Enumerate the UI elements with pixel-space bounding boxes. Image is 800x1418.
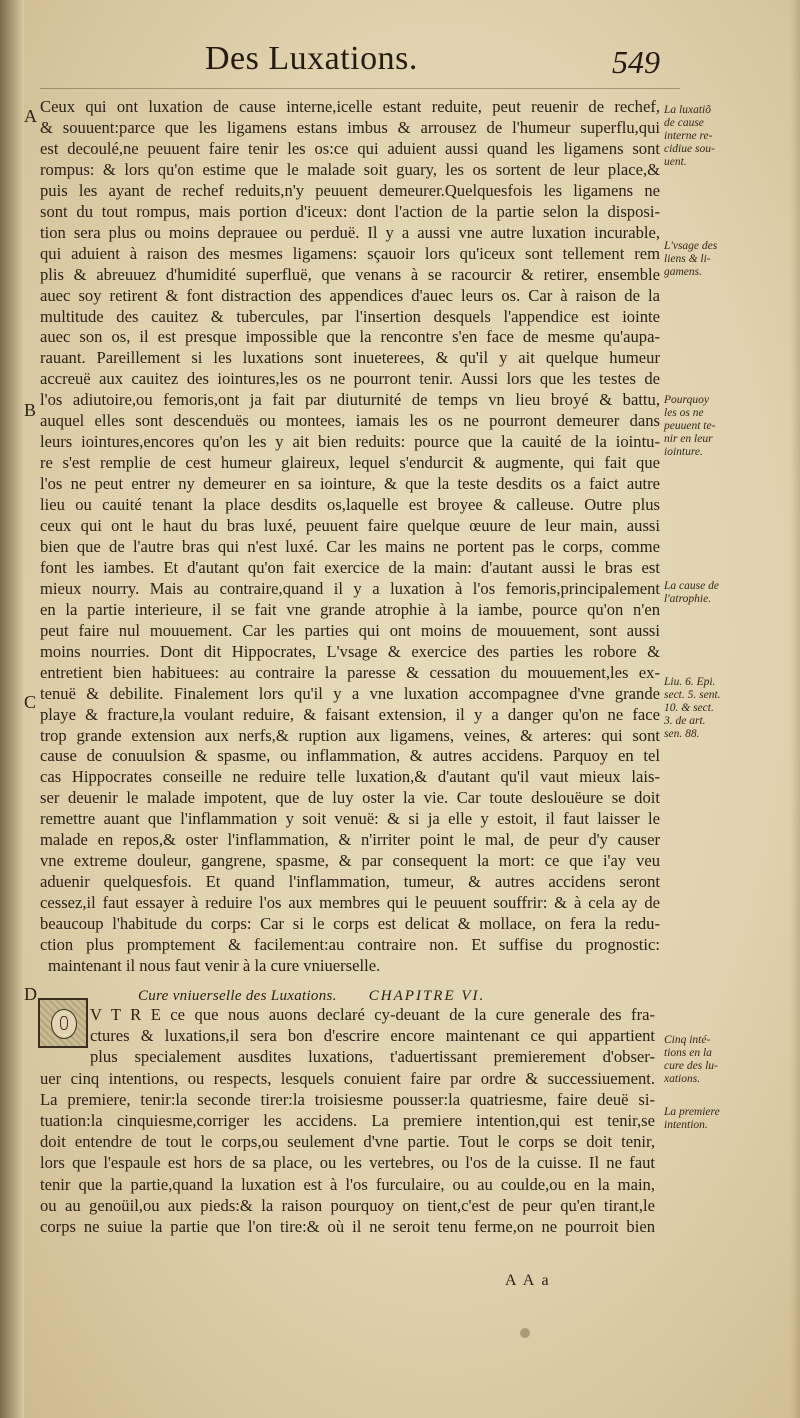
marginal-note-line: liens & li- (664, 253, 711, 265)
marginal-note-line: uent. (664, 156, 687, 168)
text-line: lieu ou cauité tenant la place desdits os,laquelle est broyee & calleuse. Outre plus (40, 495, 660, 515)
marginal-note (664, 240, 774, 279)
chapter-label: CHAPITRE VI. (368, 988, 486, 1004)
marginal-note-line: iointure. (664, 446, 703, 458)
section-marker-b: B (24, 400, 37, 420)
text-line: ser deuenir le malade impotent, que de luy oster la vie. Car toute deslouëure se doit (40, 788, 660, 808)
text-line: l'os adiutoire,ou femoris,ont ja fait par diuturnité de temps vn lieu broyé & battu, (40, 390, 660, 410)
marginal-note (664, 1106, 774, 1132)
text-line: & souuent:parce que les ligamens estans imbus & arrousez de l'humeur superflu,qui (40, 117, 660, 137)
chapter-text-line: lors que l'espaule est hors de sa place, ou les vertebres, ou l'os de la cuisse. Il ne faut (40, 1153, 655, 1173)
text-line: maintenant il nous faut venir à la cure vniuerselle. (48, 955, 381, 975)
chapter-heading (138, 988, 485, 1005)
binding-gutter (0, 0, 24, 1418)
text-line: rauant. Pareillement si les luxations sont inueterees, & qu'il y ait quelque humeur (40, 348, 660, 368)
text-line: cessez,il faut essayer à reduire l'os aux membres qui le peuuent souffrir: & à cela ay de (40, 893, 660, 913)
ink-stain (520, 1328, 530, 1338)
marginal-note (664, 580, 774, 606)
text-line: plis & abreuuez d'humidité superfluë, que venans à se racourcir & retirer, ensemble (40, 264, 660, 284)
section-marker-a: A (24, 106, 37, 126)
text-line: auec soy retirent & font distraction des appendices d'auec leurs os. Car à raison de la (40, 285, 660, 305)
text-line: ceux qui ont le haut du bras luxé, peuuent faire quelque œuure de leur main, aussi (40, 516, 660, 535)
marginal-note (664, 104, 774, 169)
marginal-note-line: de cause (664, 117, 704, 129)
text-line: peut faire nul mouuement. Car les parties qui ont moins de mouuement, sont aussi (40, 620, 660, 640)
marginal-note (664, 1034, 774, 1086)
running-title: Des Luxations. (205, 40, 418, 77)
text-line: bien que de l'autre bras qui n'est luxé. Car les mains ne portent pas le corps, comme (40, 536, 660, 556)
text-line: tion sera plus ou moins deprauee ou perduë. Il y a aussi vne autre luxation incurable, (40, 222, 660, 242)
marginal-note-line: Cinq inté- (664, 1034, 711, 1046)
marginal-note-line: l'atrophie. (664, 593, 712, 605)
text-line: tenuë & debilite. Finalement lors qu'il y a vne luxation accompagnee d'vne grande (40, 683, 660, 703)
text-line: trop grande extension aux nerfs,& ruption aux ligamens, veines, & arteres: qui sont (40, 725, 660, 745)
chapter-text-line: ctures & luxations,il sera bon d'escrire encore maintenant ce qui appartient (90, 1026, 655, 1046)
marginal-note-line: tions en la (664, 1047, 712, 1059)
text-line: playe & fracture,la voulant reduire, & faisant extension, il y a danger qu'on ne face (40, 704, 660, 724)
marginal-note-line: La luxatiõ (664, 104, 711, 116)
marginal-note-line: sen. 88. (664, 728, 700, 740)
text-line: cas Hippocrates conseille ne reduire telle luxation,& d'autant qu'il vaut mieux lais- (40, 767, 660, 787)
text-line: beaucoup l'habitude du corps: Car si le corps est delicat & mollace, on fera la redu- (40, 914, 660, 934)
text-line: auquel elles sont descenduës ou montees, iamais les os ne pourront demeurer dans (40, 411, 660, 431)
marginal-note-line: les os ne (664, 407, 704, 419)
text-line: font les iambes. Et d'autant qu'on fait exercice de la main: d'autant aussi le bras est (40, 557, 660, 577)
text-line: moins nourries. Dont dit Hippocrates, L'vsage & exercice des parties les robore & (40, 641, 660, 661)
marginal-note (664, 394, 774, 459)
marginal-note-line: La premiere (664, 1106, 720, 1118)
text-line: entretient bien habituees: au contraire la paresse & cessation du mouuement,les ex- (40, 662, 660, 682)
text-line: vne extreme douleur, gangrene, spasme, & par consequent la mort: ce que i'ay veu (40, 851, 660, 871)
text-line: leurs iointures,encores qu'on les y ait bien reduits: pource que la cauité de la iointu- (40, 432, 660, 452)
page-edge-shadow (790, 0, 800, 1418)
page-number: 549 (612, 44, 660, 80)
marginal-note-line: L'vsage des (664, 240, 718, 252)
text-line: Ceux qui ont luxation de cause interne,icelle estant reduite, peut reuenir de rechef, (40, 97, 660, 116)
chapter-text-line: La premiere, tenir:la seconde tirer:la troisiesme pousser:la quatriesme, faire deuë si- (40, 1089, 655, 1109)
marginal-note-line: cidiue sou- (664, 143, 715, 155)
text-line: auec son os, il est presque impossible que la rencontre s'en face de mesme qu'aupa- (40, 327, 660, 347)
marginal-note-line: Liu. 6. Epi. (664, 676, 716, 688)
marginal-note-line: peuuent te- (664, 420, 716, 432)
marginal-note-line: interne re- (664, 130, 713, 142)
marginal-note-line: intention. (664, 1119, 708, 1131)
section-marker-d: D (24, 984, 37, 1004)
text-line: accreuë aux cauitez des iointures,les os ne pourront tenir. Aussi lors que les testes de (40, 369, 660, 389)
chapter-text-line: tuation:la cinquiesme,corriger les accidens. La premiere intention,qui est tenir,se (40, 1111, 655, 1130)
text-line: qui aduient à raison des mesmes ligamens: sçauoir lors qu'iceux sont tellement rem (40, 243, 660, 263)
marginal-note-line: Pourquoy (664, 394, 709, 406)
chapter-title: Cure vniuerselle des Luxations. (138, 988, 337, 1004)
marginal-note-line: 3. de art. (664, 715, 706, 727)
marginal-note-line: nir en leur (664, 433, 713, 445)
text-line: cause de conuulsion & spasme, ou inflammation, & autres accidens. Parquoy en tel (40, 746, 660, 766)
text-line: malade en repos,& oster l'inflammation, & n'irriter point le mal, de peur d'y causer (40, 830, 660, 850)
text-line: l'os ne peut entrer ny demeurer en sa iointure, & que la teste desdits os a faict autre (40, 474, 660, 494)
chapter-text-line: doit entendre de tout le corps,ou seulement d'vne partie. Tout le corps se doit tenir, (40, 1132, 655, 1152)
chapter-text-line: plus specialement ausdites luxations, t'aduertissant premierement d'obser- (90, 1047, 655, 1067)
text-line: re s'est remplie de cest humeur glaireux, lequel s'endurcit & augmente, qui fait que (40, 453, 660, 473)
marginal-note-line: La cause de (664, 580, 719, 592)
text-line: puis les ayant de rechef reduits,n'y peuuent demeurer.Quelquesfois les ligamens ne (40, 180, 660, 200)
text-line: multitude des cauitez & tubercules, par l'insertion desquels l'appendice est iointe (40, 306, 660, 326)
chapter-text-line: uer cinq intentions, ou respects, lesquels conuient faire par ordre & successiuement. (40, 1068, 655, 1088)
header-rule (40, 88, 680, 89)
text-line: rompus: & lors qu'on estime que le malade soit guary, les os sortent de leur place,& (40, 159, 660, 179)
marginal-note-line: sect. 5. sent. (664, 689, 721, 701)
text-line: est decoulé,ne peuuent faire tenir les os:ce qui aduient aussi quand les ligamens sont (40, 138, 660, 158)
text-line: ction plus promptement & facilement:au contraire non. Et suffise du prognostic: (40, 935, 660, 954)
chapter-text-line: tenir que la partie,quand la luxation est à l'os furculaire, ou au coulde,ou en la main, (40, 1174, 655, 1194)
marginal-note-line: cure des lu- (664, 1060, 718, 1072)
section-marker-c: C (24, 692, 37, 712)
marginal-note (664, 676, 774, 741)
marginal-note-line: xations. (664, 1073, 701, 1085)
chapter-text-line: ou au genoüil,ou aux pieds:& la raison pourquoy on tient,c'est de peur qu'en tirant,le (40, 1195, 655, 1215)
chapter-text-line: V T R E ce que nous auons declaré cy-deuant de la cure generale des fra- (90, 1005, 655, 1024)
text-line: sont du tout rompus, mais portion d'iceux: dont l'action de la partie selon la disposi- (40, 201, 660, 221)
text-line: mieux nourry. Mais au contraire,quand il y a luxation à l'os femoris,principalement (40, 578, 660, 598)
text-line: en la partie interieure, il se fait vne grande atrophie à la iambe, pource qu'on n'en (40, 599, 660, 619)
text-line: aduenir quelquesfois. Et quand l'inflammation, tumeur, & autres accidens seront (40, 872, 660, 892)
text-line: remettre auant que l'inflammation y soit venuë: & si ja elle y estoit, il faut laisser le (40, 809, 660, 829)
marginal-note-line: gamens. (664, 266, 703, 278)
ornamental-initial-icon (38, 998, 88, 1048)
chapter-text-line: corps ne suiue la partie que l'on tire:& où il ne seroit tenu ferme,on ne pourroit bien (40, 1217, 655, 1236)
marginal-note-line: 10. & sect. (664, 702, 714, 714)
catchword: A A a (505, 1272, 551, 1289)
